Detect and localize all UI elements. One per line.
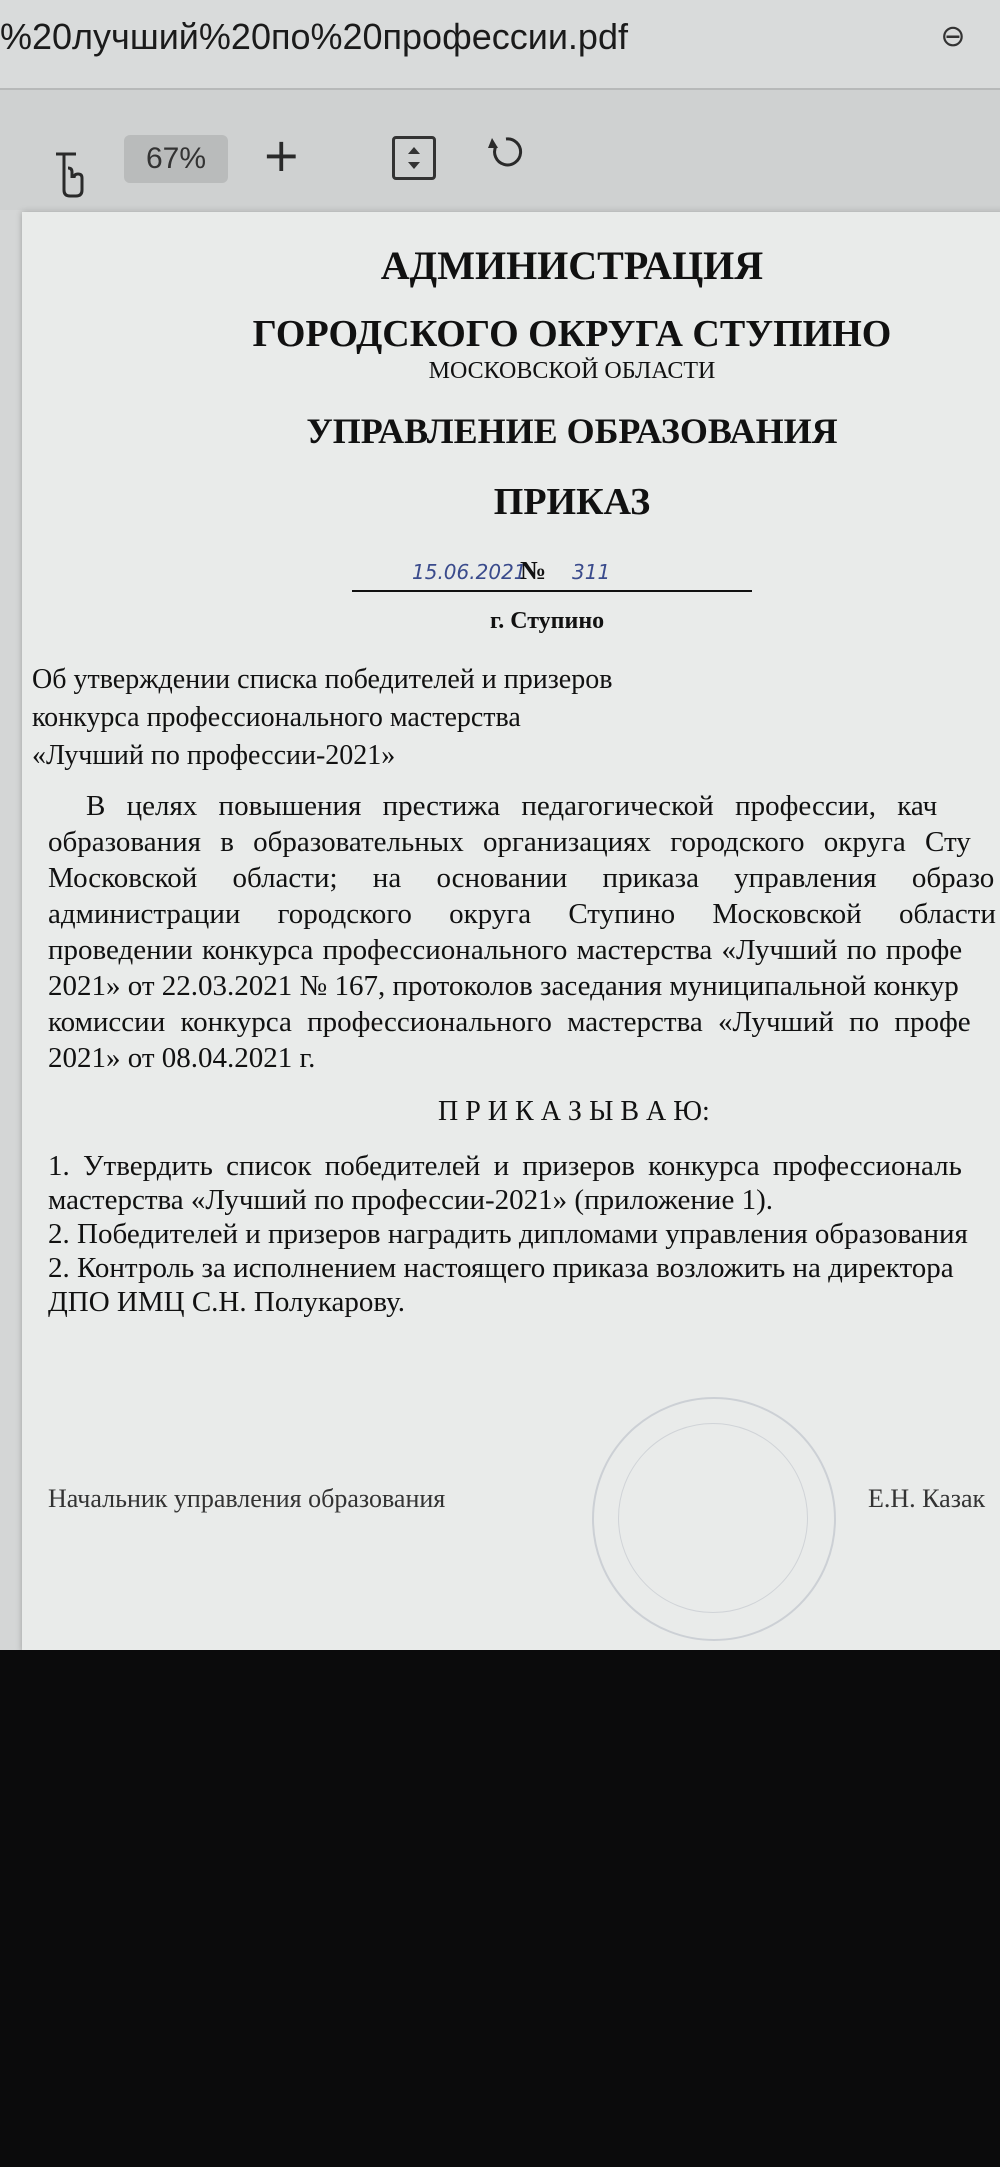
document-page <box>22 212 1000 1650</box>
item-line-5: ДПО ИМЦ С.Н. Полукарову. <box>48 1286 405 1318</box>
title-bar <box>0 0 1000 90</box>
fit-page-icon[interactable] <box>392 136 436 180</box>
header-district: ГОРОДСКОГО ОКРУГА СТУПИНО <box>252 313 892 355</box>
header-region: МОСКОВСКОЙ ОБЛАСТИ <box>428 358 716 384</box>
cursor-hand-icon[interactable] <box>48 150 88 206</box>
plus-icon[interactable]: + <box>262 128 301 182</box>
body-line-6: 2021» от 22.03.2021 № 167, протоколов заседания муниципальной конкур <box>48 970 959 1002</box>
order-number: 311 <box>572 560 611 584</box>
file-title: %20лучший%20по%20профессии.pdf <box>0 16 628 57</box>
item-line-4: 2. Контроль за исполнением настоящего приказа возложить на директора <box>48 1252 954 1284</box>
order-heading: П Р И К А З Ы В А Ю: <box>438 1096 710 1127</box>
number-sign: № <box>520 556 547 585</box>
zoom-level-field[interactable]: 67% <box>124 135 228 183</box>
item-line-3: 2. Победителей и призеров наградить дипломами управления образования <box>48 1218 968 1250</box>
city: г. Ступино <box>490 608 605 634</box>
item-line-1: 1. Утвердить список победителей и призеров конкурса профессиональ <box>48 1150 962 1182</box>
order-date: 15.06.2021 <box>412 560 527 584</box>
body-line-7: комиссии конкурса профессионального мастерства «Лучший по профе <box>48 1006 971 1038</box>
body-line-3: Московской области; на основании приказа управления образо <box>48 862 995 894</box>
zoom-out-icon[interactable]: ⊖ <box>940 19 966 54</box>
signature-title: Начальник управления образования <box>48 1484 446 1513</box>
rotate-icon[interactable] <box>486 132 526 182</box>
subject-line-2: конкурса профессионального мастерства <box>32 702 521 733</box>
body-line-1: В целях повышения престижа педагогической профессии, кач <box>86 790 938 822</box>
document-type: ПРИКАЗ <box>493 481 651 523</box>
subject-line-3: «Лучший по профессии-2021» <box>32 740 396 771</box>
body-line-2: образования в образовательных организациях городского округа Сту <box>48 826 971 858</box>
header-administration: АДМИНИСТРАЦИЯ <box>380 243 764 288</box>
date-number-line <box>352 556 752 592</box>
header-department: УПРАВЛЕНИЕ ОБРАЗОВАНИЯ <box>306 411 838 451</box>
item-line-2: мастерства «Лучший по профессии-2021» (приложение 1). <box>48 1184 773 1216</box>
body-line-5: проведении конкурса профессионального мастерства «Лучший по профе <box>48 934 963 966</box>
body-line-8: 2021» от 08.04.2021 г. <box>48 1042 316 1074</box>
official-seal-stamp <box>592 1397 836 1641</box>
body-line-4: администрации городского округа Ступино Московской области <box>48 898 996 930</box>
subject-line-1: Об утверждении списка победителей и призеров <box>32 664 613 695</box>
signature-name: Е.Н. Казак <box>868 1484 986 1513</box>
